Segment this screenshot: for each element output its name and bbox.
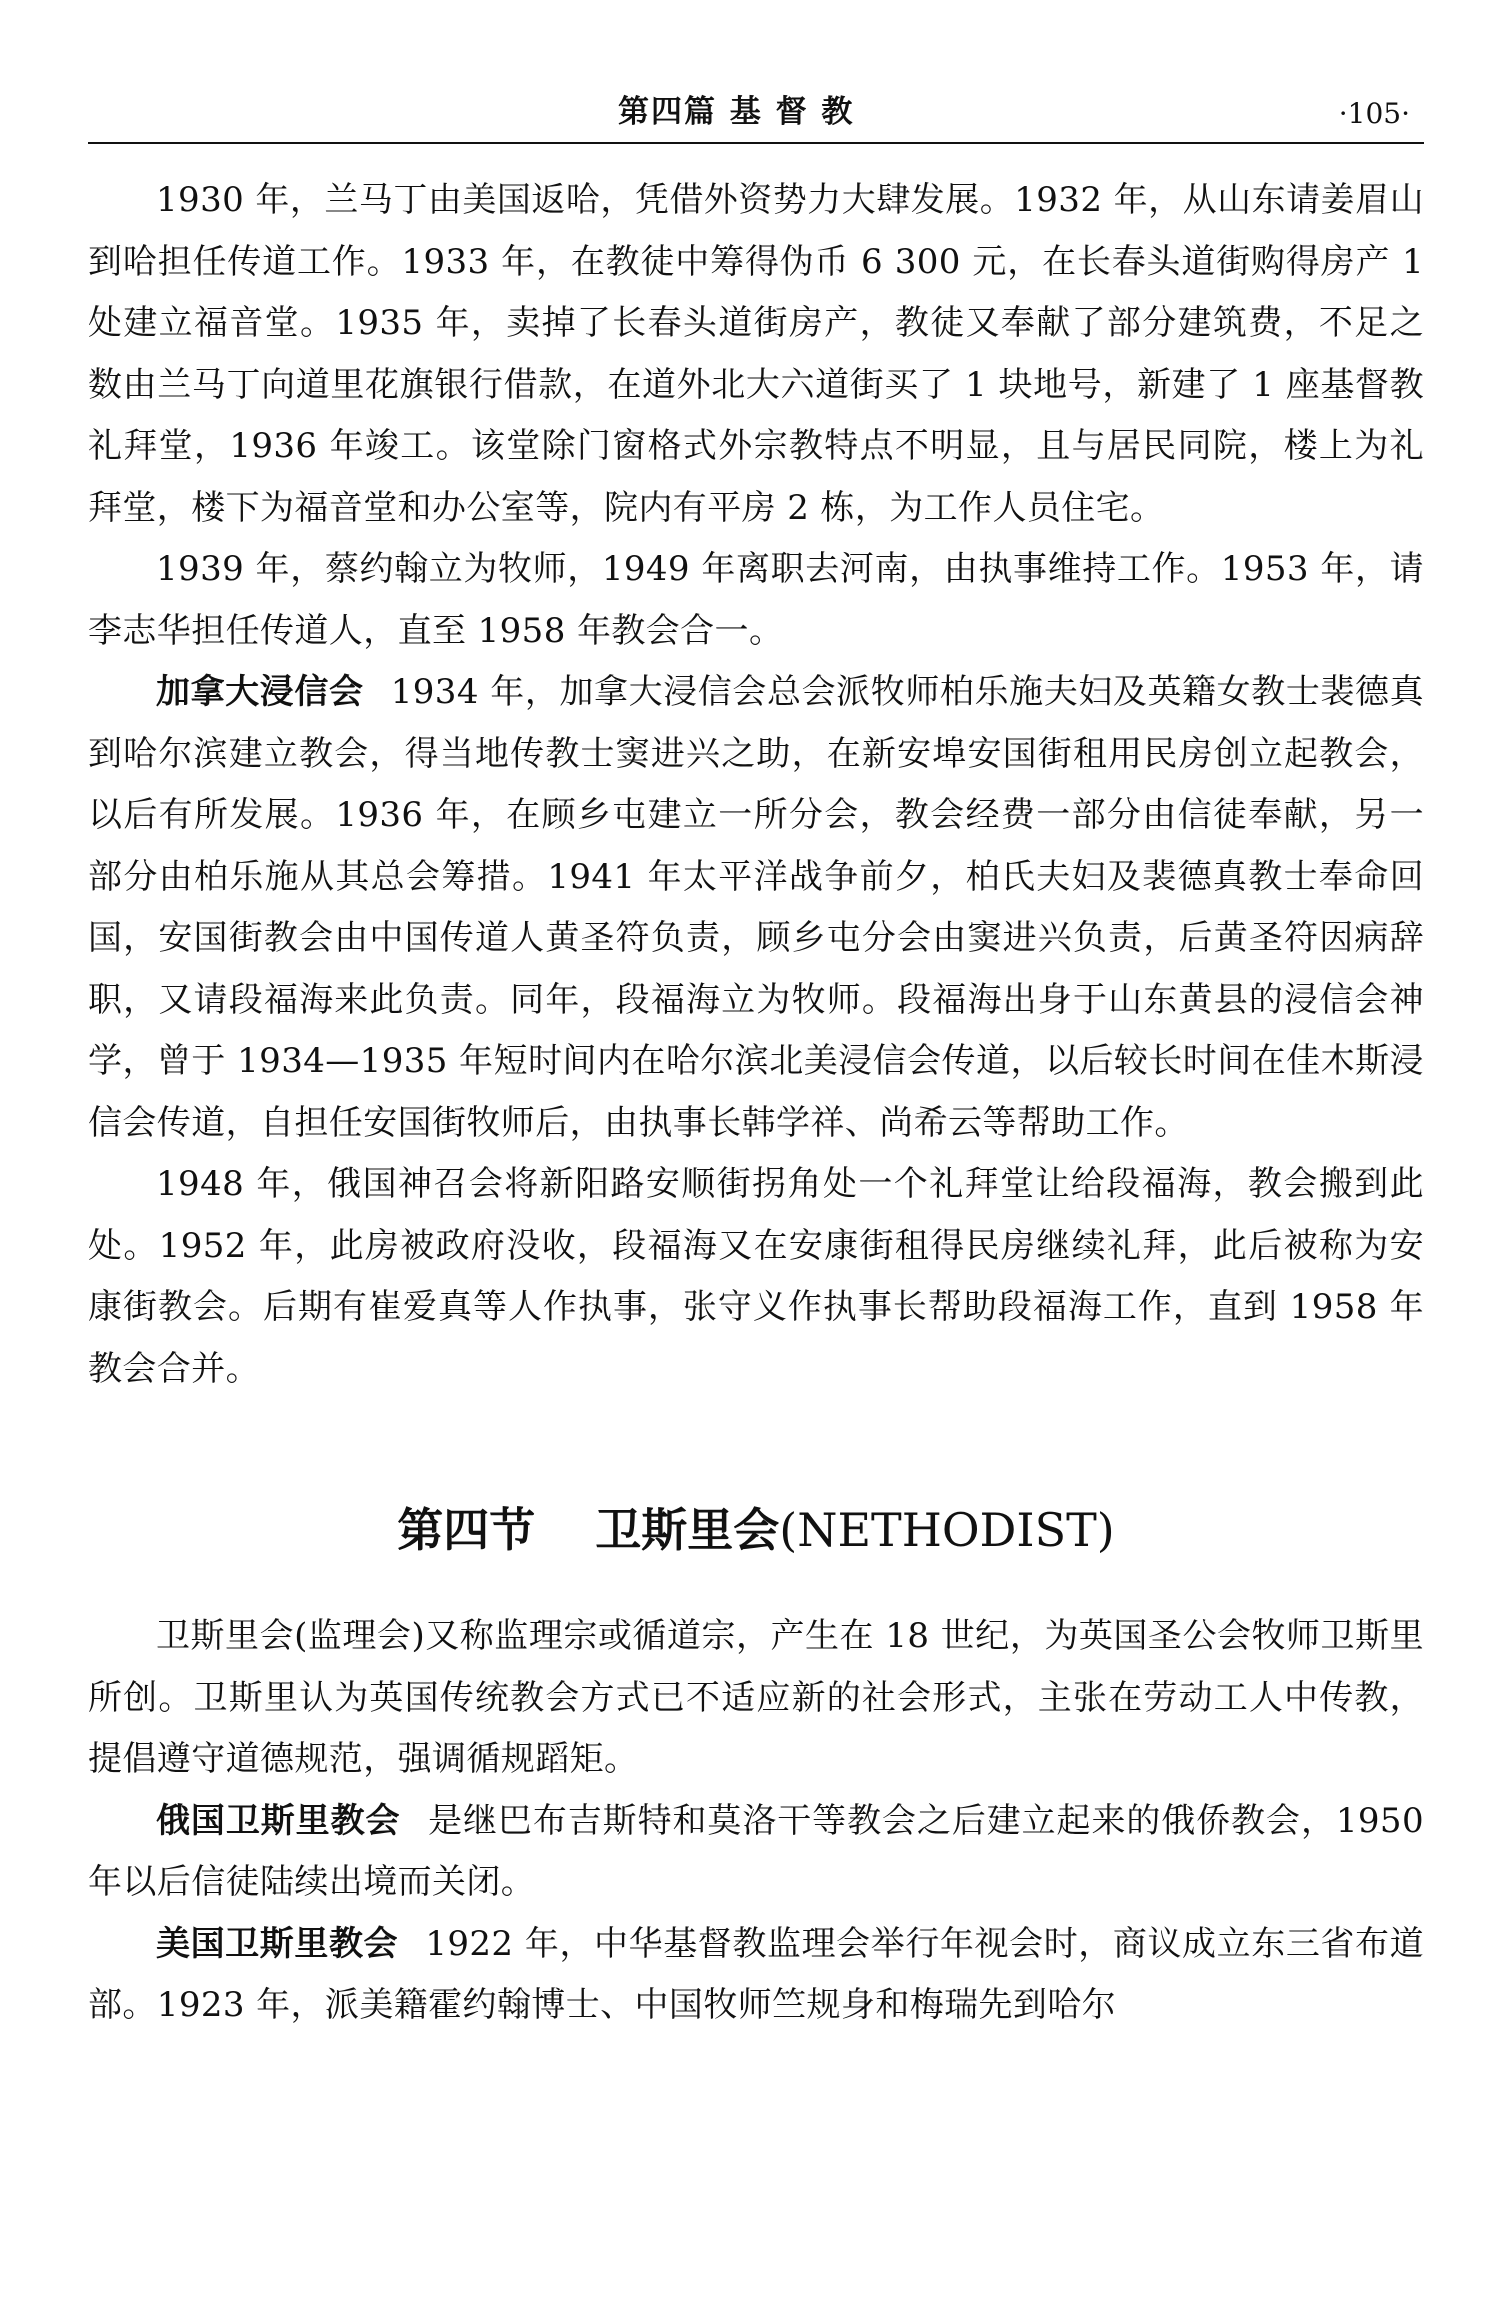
running-header xyxy=(88,90,1424,144)
paragraph-1939: 1939 年，蔡约翰立为牧师，1949 年离职去河南，由执事维持工作。1953 年，请李志华担任传道人，直至 1958 年教会合一。 xyxy=(88,549,1424,651)
term-russian-wesley: 俄国卫斯里教会 xyxy=(156,1800,401,1841)
page-number: ·105· xyxy=(1338,97,1410,130)
paragraph-american-wesley xyxy=(88,1914,1424,2037)
paragraph-russian-wesley xyxy=(88,1791,1424,1914)
book-page xyxy=(88,0,1424,2303)
russian-wesley-text: 是继巴布吉斯特和莫洛干等教会之后建立起来的俄侨教会，1950 年以后信徒陆续出境而关闭。 xyxy=(88,1800,1424,1902)
paragraph-1930: 1930 年，兰马丁由美国返哈，凭借外资势力大肆发展。1932 年，从山东请姜眉山到哈担任传道工作。1933 年，在教徒中筹得伪币 6 300 元，在长春头道街购得房产 1 处建立福音堂。1935 年，卖掉了长春头道街房产，教徒又奉献了部分建筑费，不足之数由兰马丁向道里花旗银行借款，在道外北大六道街买了 1 块地号，新建了 1 座基督教礼拜堂，1936 年竣工。该堂除门窗格式外宗教特点不明显，且与居民同院，楼上为礼拜堂，楼下为福音堂和办公室等，院内有平房 2 栋，为工作人员住宅。 xyxy=(88,180,1424,528)
section-title: 卫斯里会 xyxy=(595,1503,780,1557)
paragraph-1948: 1948 年，俄国神召会将新阳路安顺街拐角处一个礼拜堂让给段福海，教会搬到此处。1952 年，此房被政府没收，段福海又在安康街租得民房继续礼拜，此后被称为安康街教会。后期有崔爱真等人作执事，张守义作执事长帮助段福海工作，直到 1958 年教会合并。 xyxy=(88,1164,1424,1389)
section-number: 第四节 xyxy=(397,1503,536,1557)
header-title: 第四篇 基 督 教 xyxy=(618,94,855,130)
paragraph-canadian-baptist xyxy=(88,662,1424,1154)
term-american-wesley: 美国卫斯里教会 xyxy=(156,1923,399,1964)
canadian-baptist-text: 1934 年，加拿大浸信会总会派牧师柏乐施夫妇及英籍女教士裴德真到哈尔滨建立教会，得当地传教士窦进兴之助，在新安埠安国街租用民房创立起教会，以后有所发展。1936 年，在顾乡屯建立一所分会，教会经费一部分由信徒奉献，另一部分由柏乐施从其总会筹措。1941 年太平洋战争前夕，柏氏夫妇及裴德真教士奉命回国，安国街教会由中国传道人黄圣符负责，顾乡屯分会由窦进兴负责，后黄圣符因病辞职，又请段福海来此负责。同年，段福海立为牧师。段福海出身于山东黄县的浸信会神学，曾于 1934—1935 年短时间内在哈尔滨北美浸信会传道，以后较长时间在佳木斯浸信会传道，自担任安国街牧师后，由执事长韩学祥、尚希云等帮助工作。 xyxy=(88,672,1424,1143)
section-heading xyxy=(88,1498,1424,1562)
paragraph-wesley-intro: 卫斯里会(监理会)又称监理宗或循道宗，产生在 18 世纪，为英国圣公会牧师卫斯里所创。卫斯里认为英国传统教会方式已不适应新的社会形式，主张在劳动工人中传教，提倡遵守道德规范，强调循规蹈矩。 xyxy=(88,1616,1424,1779)
body-text xyxy=(88,170,1424,2037)
section-latin-title: (NETHODIST) xyxy=(779,1503,1115,1557)
american-wesley-text: 1922 年，中华基督教监理会举行年视会时，商议成立东三省布道部。1923 年，派美籍霍约翰博士、中国牧师竺规身和梅瑞先到哈尔 xyxy=(88,1923,1424,2025)
term-canadian-baptist: 加拿大浸信会 xyxy=(156,672,364,712)
